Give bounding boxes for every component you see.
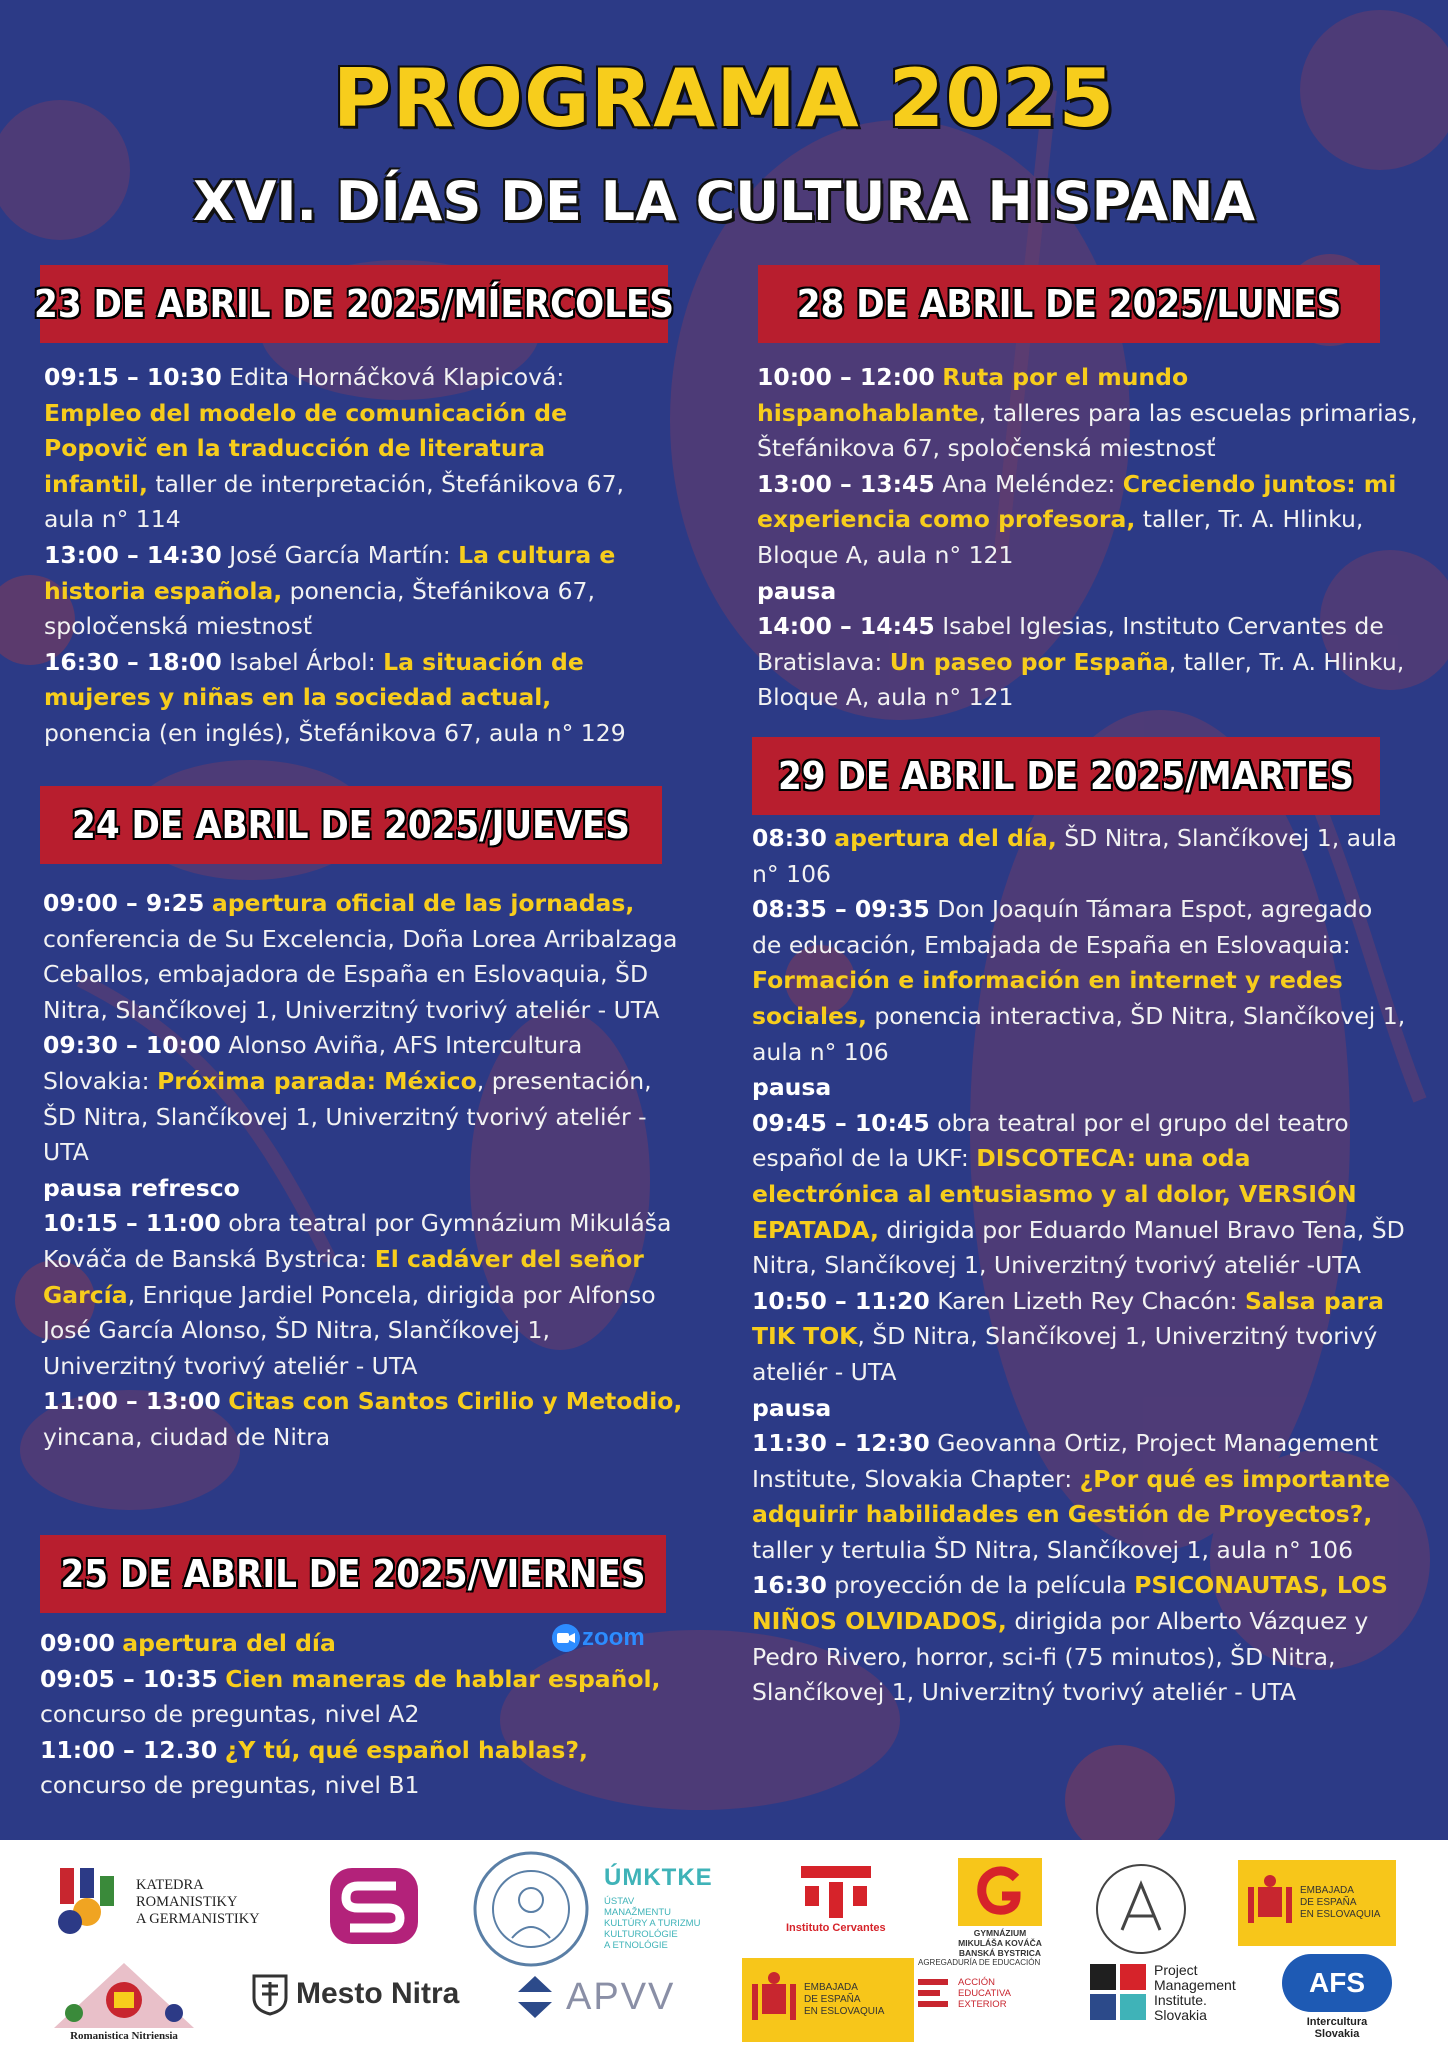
umktke-logo <box>604 1864 713 1951</box>
day-header-24 <box>40 786 662 864</box>
cervantes-emblem-icon <box>793 1862 879 1922</box>
event-time: 10:00 – 12:00 <box>757 363 935 391</box>
event-title: La situación de mujeres y niñas en la sociedad actual, <box>44 647 584 712</box>
event-time: 10:15 – 11:00 <box>43 1209 221 1238</box>
event-time: 09:15 – 10:30 <box>44 363 222 391</box>
event-speaker <box>204 889 211 917</box>
schedule-item <box>44 538 644 645</box>
schedule-item <box>43 1384 683 1455</box>
event-details: taller, Tr. A. Hlinku, Bloque A, aula n° 121 <box>757 505 1364 569</box>
event-details: taller y tertulia ŠD Nitra, Slančíkovej 1, aula n° 106 <box>752 1535 1354 1564</box>
event-details: dirigida por Alberto Vázquez y Pedro Rivero, horror, sci-fi (75 minutos), ŠD Nitra, Slančíkovej 1, Univerzitný tvorivý ateliér - UTA <box>752 1607 1369 1707</box>
afs-logo <box>1282 1954 1392 2040</box>
ukf-seal-icon <box>472 1850 590 1968</box>
schedule-item <box>752 892 1406 1070</box>
schedule-item <box>752 1426 1406 1568</box>
sponsor-footer <box>0 1840 1448 2048</box>
event-details: concurso de preguntas, nivel A2 <box>40 1700 420 1729</box>
schedule-item <box>757 360 1423 467</box>
page-subtitle: XVI. DÍAS DE LA CULTURA HISPANA <box>192 170 1256 233</box>
nitra-shield-icon <box>250 1972 290 2016</box>
spain-coat-of-arms-icon <box>1244 1873 1296 1933</box>
event-time: 13:00 – 13:45 <box>757 469 935 498</box>
event-title: Salsa para TIK TOK <box>752 1286 1384 1351</box>
accion-e-icon <box>914 1973 954 2013</box>
day-header-28-label: 28 DE ABRIL DE 2025/LUNES <box>796 282 1342 326</box>
event-details: dirigida por Eduardo Manuel Bravo Tena, ŠD Nitra, Slančíkovej 1, Univerzitný tvorivý ateliér -UTA <box>752 1215 1405 1280</box>
pause-label <box>752 1391 1406 1427</box>
event-time: 11:30 – 12:30 <box>752 1429 930 1458</box>
schedule-day-29 <box>752 821 1406 1711</box>
event-speaker: proyección de la película <box>826 1571 1135 1600</box>
mesto-nitra-label: Mesto Nitra <box>296 1977 460 2010</box>
event-details: , talleres para las escuelas primarias, Štefánikova 67, spoločenská miestnosť <box>757 398 1418 463</box>
day-header-25-label: 25 DE ABRIL DE 2025/VIERNES <box>60 1552 646 1596</box>
schedule-item <box>44 360 644 538</box>
cervantes-label: Instituto Cervantes <box>786 1922 886 1934</box>
day-header-29 <box>752 737 1380 815</box>
day-header-28 <box>758 265 1380 343</box>
event-time: 16:30 <box>752 1571 827 1600</box>
event-speaker: Karen Lizeth Rey Chacón: <box>929 1286 1245 1315</box>
zoom-badge <box>552 1624 645 1652</box>
schedule-day-23 <box>44 360 644 752</box>
accion-label: ACCIÓN EDUCATIVA EXTERIOR <box>958 1976 1011 2010</box>
event-speaker: Alonso Aviña, AFS Intercultura Slovakia: <box>43 1031 583 1095</box>
cervantes-logo <box>786 1862 886 1934</box>
event-details: , presentación, ŠD Nitra, Slančíkovej 1, Univerzitný tvorivý ateliér - UTA <box>43 1066 652 1167</box>
apvv-logo <box>512 1974 675 2020</box>
event-title: Ruta por el mundo hispanohablante <box>757 363 1189 427</box>
event-time: 13:00 – 14:30 <box>44 540 222 569</box>
gymnazium-g-icon <box>958 1858 1042 1926</box>
event-title: Un paseo por España <box>889 647 1169 676</box>
schedule-item <box>43 1206 683 1384</box>
event-details: concurso de preguntas, nivel B1 <box>40 1771 420 1800</box>
event-title: apertura oficial de las jornadas, <box>211 889 635 917</box>
day-header-25 <box>40 1535 666 1613</box>
umktke-title: ÚMKTKE <box>604 1864 713 1891</box>
embajada-2-label: EMBAJADA DE ESPAÑA EN ESLOVAQUIA <box>804 1982 885 2017</box>
event-details: conferencia de Su Excelencia, Doña Lorea Arribalzaga Ceballos, embajadora de España en Eslovaquia, ŠD Nitra, Slančíkovej 1, Univerzitný tvorivý ateliér - UTA <box>43 924 678 1024</box>
katedra-logo <box>52 1862 260 1942</box>
afs-sub-label: Intercultura Slovakia <box>1306 2016 1368 2040</box>
event-details: ponencia interactiva, ŠD Nitra, Slančíkovej 1, aula n° 106 <box>752 1001 1406 1066</box>
video-camera-icon <box>552 1624 580 1652</box>
embajada-1-label: EMBAJADA DE ESPAÑA EN ESLOVAQUIA <box>1300 1885 1381 1920</box>
event-title: Cien maneras de hablar español, <box>225 1664 661 1693</box>
s-letter-icon <box>318 1860 430 1952</box>
accion-educativa-logo <box>914 1958 1066 2042</box>
pmi-grid-icon <box>1088 1962 1148 2024</box>
event-details: yincana, ciudad de Nitra <box>43 1422 331 1451</box>
event-title: El cadáver del señor García <box>43 1244 644 1309</box>
spain-coat-of-arms-2-icon <box>748 1970 800 2030</box>
event-details: , taller, Tr. A. Hlinku, Bloque A, aula n° 121 <box>757 647 1405 712</box>
event-speaker: José García Martín: <box>221 540 459 569</box>
event-title: Citas con Santos Cirilio y Metodio, <box>228 1387 683 1416</box>
pause-text: pausa refresco <box>43 1173 240 1202</box>
event-title: PSICONAUTAS, LOS NIÑOS OLVIDADOS, <box>752 1571 1388 1636</box>
pmi-logo <box>1088 1962 1236 2024</box>
event-title: Empleo del modelo de comunicación de Popovič en la traducción de literatura infantil, <box>44 398 568 498</box>
event-details: taller de interpretación, Štefánikova 67, aula n° 114 <box>44 469 624 534</box>
schedule-item <box>43 886 683 1028</box>
schedule-item <box>752 1284 1406 1391</box>
schedule-item <box>44 645 644 752</box>
event-speaker: Geovanna Ortiz, Project Management Institute, Slovakia Chapter: <box>752 1429 1379 1493</box>
event-title: Formación e información en internet y redes sociales, <box>752 966 1343 1030</box>
event-speaker: obra teatral por Gymnázium Mikuláša Kováča de Banská Bystrica: <box>43 1209 672 1273</box>
day-header-29-label: 29 DE ABRIL DE 2025/MARTES <box>777 754 1355 798</box>
pause-label <box>752 1070 1406 1106</box>
event-title: Próxima parada: México <box>157 1066 477 1095</box>
event-time: 09:05 – 10:35 <box>40 1664 218 1693</box>
mesto-nitra-logo <box>250 1972 459 2016</box>
day-header-23 <box>34 265 674 343</box>
archeo-logo <box>1092 1860 1190 1958</box>
event-title: ¿Y tú, qué español hablas?, <box>224 1735 588 1764</box>
event-details: ponencia (en inglés), Štefánikova 67, aula n° 129 <box>44 718 626 747</box>
schedule-item <box>752 1106 1406 1284</box>
schedule-item <box>43 1028 683 1170</box>
pause-text: pausa <box>752 1393 832 1422</box>
event-title: Creciendo juntos: mi experiencia como profesora, <box>757 469 1397 534</box>
katedra-emblem-icon <box>52 1862 132 1942</box>
pause-text: pausa <box>757 576 837 605</box>
event-time: 09:00 – 9:25 <box>43 889 205 917</box>
agregaduria-label: AGREGADURÍA DE EDUCACIÓN <box>918 1958 1041 1967</box>
event-speaker <box>217 1736 224 1764</box>
day-header-23-label: 23 DE ABRIL DE 2025/MÍERCOLES <box>34 282 674 326</box>
event-time: 09:45 – 10:45 <box>752 1108 930 1137</box>
zoom-label: zoom <box>582 1624 645 1651</box>
event-title: apertura del día <box>122 1629 336 1657</box>
event-speaker: obra teatral por el grupo del teatro español de la UKF: <box>752 1108 1349 1173</box>
event-time: 11:00 – 13:00 <box>43 1387 221 1416</box>
event-title: ¿Por qué es importante adquirir habilidades en Gestión de Proyectos?, <box>752 1464 1391 1529</box>
schedule-day-28 <box>757 360 1423 716</box>
katedra-label: KATEDRA ROMANISTIKY A GERMANISTIKY <box>136 1876 260 1927</box>
romanistica-emblem-icon <box>44 1958 204 2030</box>
event-details: , Enrique Jardiel Poncela, dirigida por Alfonso José García Alonso, ŠD Nitra, Slančíkovej 1, Univerzitný tvorivý ateliér - UTA <box>43 1280 656 1380</box>
event-time: 09:00 <box>40 1629 115 1657</box>
event-time: 09:30 – 10:00 <box>43 1031 221 1060</box>
apvv-arrows-icon <box>512 1974 558 2020</box>
embajada-logo-2 <box>742 1958 914 2042</box>
pmi-label: Project Management Institute. Slovakia <box>1154 1962 1236 2023</box>
pause-text: pausa <box>752 1073 832 1102</box>
pause-label <box>43 1171 683 1207</box>
day-header-24-label: 24 DE ABRIL DE 2025/JUEVES <box>72 803 630 847</box>
event-time: 08:35 – 09:35 <box>752 895 930 924</box>
pause-label <box>757 574 1423 610</box>
schedule-day-25 <box>40 1626 690 1804</box>
event-details: ŠD Nitra, Slančíkovej 1, aula n° 106 <box>752 824 1397 888</box>
romanistica-label: Romanistica Nitriensia <box>70 2030 178 2042</box>
event-details: ponencia, Štefánikova 67, spoločenská miestnosť <box>44 576 595 641</box>
schedule-day-24 <box>43 886 683 1456</box>
event-time: 11:00 – 12.30 <box>40 1735 218 1764</box>
event-time: 14:00 – 14:45 <box>757 612 935 641</box>
event-title: apertura del día, <box>834 824 1057 852</box>
event-title: DISCOTECA: una oda electrónica al entusiasmo y al dolor, VERSIÓN EPATADA, <box>752 1144 1357 1244</box>
schedule-item <box>752 821 1406 892</box>
schedule-item <box>40 1733 690 1804</box>
schedule-item <box>757 609 1423 716</box>
event-speaker: Edita Hornáčková Klapicová: <box>221 363 565 391</box>
accion-row <box>914 1973 1011 2013</box>
gymnazium-label: GYMNÁZIUM MIKULÁŠA KOVÁČA BANSKÁ BYSTRICA <box>958 1928 1042 1958</box>
schedule-item <box>40 1662 690 1733</box>
event-speaker: Isabel Iglesias, Instituto Cervantes de Bratislava: <box>757 612 1384 676</box>
event-speaker: Don Joaquín Támara Espot, agregado de educación, Embajada de España en Eslovaquia: <box>752 895 1373 959</box>
schedule-item <box>752 1568 1406 1710</box>
event-speaker: Isabel Árbol: <box>221 647 384 676</box>
event-speaker: Ana Meléndez: <box>934 469 1123 498</box>
page-title: PROGRAMA 2025 <box>332 52 1116 145</box>
event-time: 08:30 <box>752 824 827 852</box>
embajada-logo-1 <box>1238 1860 1396 1946</box>
romanistica-logo <box>44 1958 204 2042</box>
event-details: , ŠD Nitra, Slančíkovej 1, Univerzitný tvorivý ateliér - UTA <box>752 1322 1378 1386</box>
event-time: 16:30 – 18:00 <box>44 647 222 676</box>
ukf-seal-logo <box>472 1850 590 1968</box>
schedule-item <box>757 467 1423 574</box>
afs-label: AFS <box>1309 1967 1365 1998</box>
event-title: La cultura e historia española, <box>44 540 616 605</box>
ukf-s-logo <box>318 1860 430 1952</box>
event-time: 10:50 – 11:20 <box>752 1286 930 1315</box>
archeo-seal-icon <box>1092 1860 1190 1958</box>
umktke-subtitle: ÚSTAV MANAŽMENTU KULTÚRY A TURIZMU KULTUROLÓGIE A ETNOLÓGIE <box>604 1896 701 1951</box>
gymnazium-logo <box>958 1858 1042 1958</box>
afs-badge <box>1282 1954 1392 2012</box>
apvv-label: APVV <box>566 1975 676 2018</box>
